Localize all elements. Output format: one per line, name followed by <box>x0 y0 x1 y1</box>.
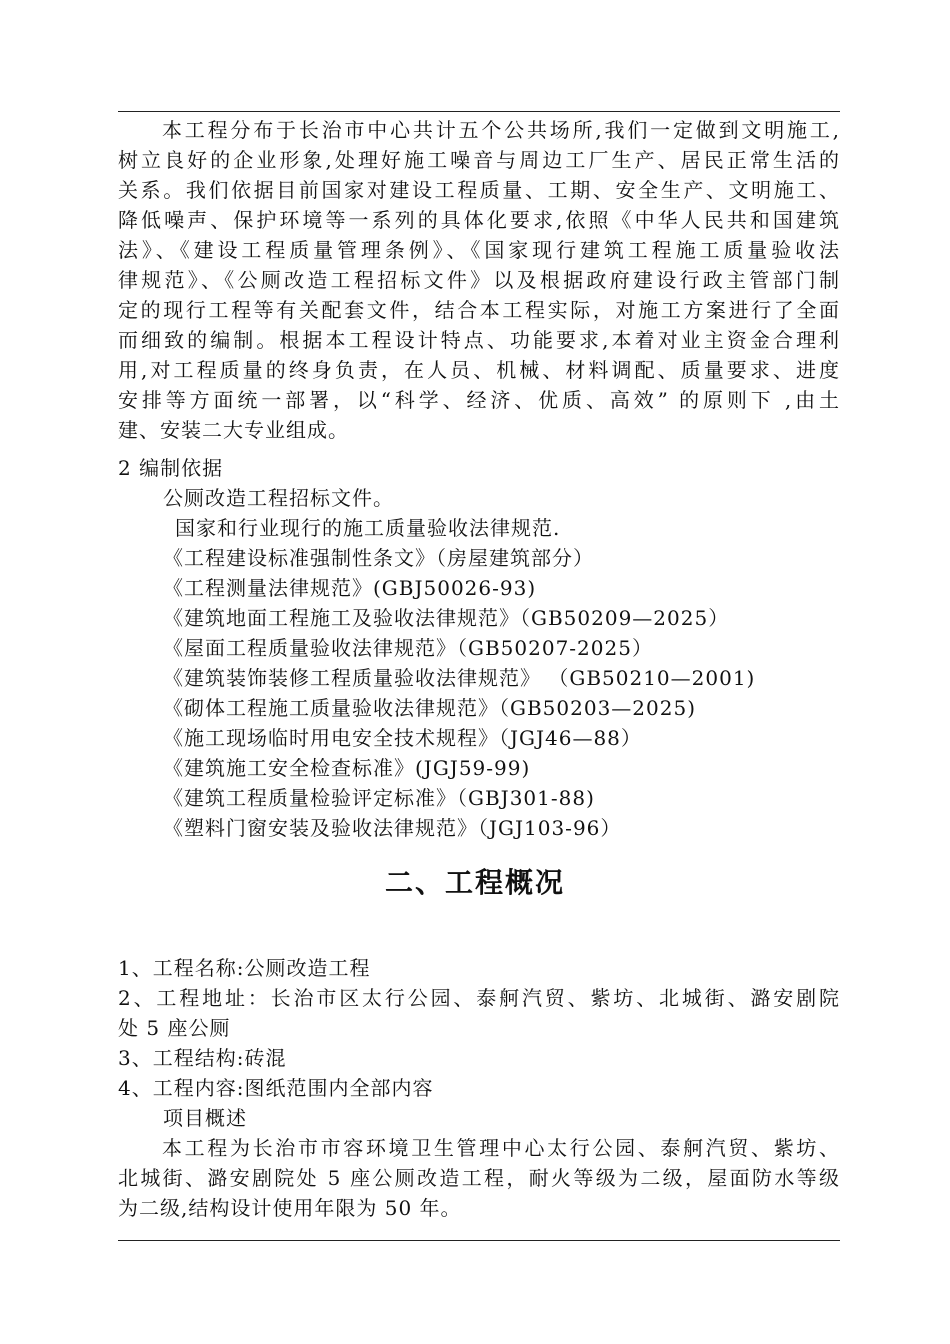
basis-item: 《塑料门窗安装及验收法律规范》（JGJ103-96） <box>163 816 622 840</box>
footer-rule <box>118 1240 840 1241</box>
intro-line: 安排等方面统一部署，以“科学、经济、优质、高效” 的原则下 ,由土 <box>118 388 840 412</box>
intro-line: 法》、《建设工程质量管理条例》、《国家现行建筑工程施工质量验收法 <box>118 238 840 262</box>
overview-field: 2、工程地址：长治市区太行公园、泰舸汽贸、紫坊、北城街、潞安剧院 <box>118 986 840 1010</box>
intro-line: 律规范》、《公厕改造工程招标文件》以及根据政府建设行政主管部门制 <box>118 268 840 292</box>
header-rule <box>118 111 840 112</box>
basis-item: 《建筑工程质量检验评定标准》（GBJ301-88) <box>163 786 595 810</box>
overview-field: 4、工程内容:图纸范围内全部内容 <box>118 1076 434 1100</box>
section-heading: 二、工程概况 <box>384 866 565 899</box>
basis-item: 国家和行业现行的施工质量验收法律规范. <box>175 516 561 540</box>
basis-item: 《屋面工程质量验收法律规范》（GB50207-2025） <box>163 636 653 660</box>
overview-field: 处 5 座公厕 <box>118 1016 231 1040</box>
summary-line: 为二级,结构设计使用年限为 50 年。 <box>118 1196 462 1220</box>
basis-item: 《工程测量法律规范》(GBJ50026-93) <box>163 576 537 600</box>
basis-item: 《施工现场临时用电安全技术规程》（JGJ46—88） <box>163 726 642 750</box>
intro-line: 树立良好的企业形象,处理好施工噪音与周边工厂生产、居民正常生活的 <box>118 148 840 172</box>
intro-line: 本工程分布于长治市中心共计五个公共场所,我们一定做到文明施工, <box>162 118 840 142</box>
summary-line: 北城街、潞安剧院处 5 座公厕改造工程，耐火等级为二级，屋面防水等级 <box>118 1166 840 1190</box>
intro-line: 建、安装二大专业组成。 <box>118 418 349 442</box>
summary-line: 本工程为长治市市容环境卫生管理中心太行公园、泰舸汽贸、紫坊、 <box>162 1136 840 1160</box>
summary-title: 项目概述 <box>163 1106 247 1130</box>
basis-item: 《工程建设标准强制性条文》（房屋建筑部分） <box>163 546 594 570</box>
basis-item: 公厕改造工程招标文件。 <box>163 486 394 510</box>
intro-line: 而细致的编制。根据本工程设计特点、功能要求,本着对业主资金合理利 <box>118 328 840 352</box>
overview-field: 1、工程名称:公厕改造工程 <box>118 956 371 980</box>
basis-item: 《建筑施工安全检查标准》(JGJ59-99) <box>163 756 531 780</box>
basis-item: 《建筑装饰装修工程质量验收法律规范》 （GB50210—2001) <box>163 666 756 690</box>
intro-line: 定的现行工程等有关配套文件，结合本工程实际，对施工方案进行了全面 <box>118 298 840 322</box>
intro-line: 降低噪声、保护环境等一系列的具体化要求,依照《中华人民共和国建筑 <box>118 208 840 232</box>
basis-item: 《砌体工程施工质量验收法律规范》（GB50203—2025) <box>163 696 696 720</box>
intro-line: 关系。我们依据目前国家对建设工程质量、工期、安全生产、文明施工、 <box>118 178 840 202</box>
basis-item: 《建筑地面工程施工及验收法律规范》（GB50209—2025） <box>163 606 730 630</box>
basis-title: 2 编制依据 <box>118 456 224 480</box>
overview-field: 3、工程结构:砖混 <box>118 1046 287 1070</box>
intro-line: 用,对工程质量的终身负责，在人员、机械、材料调配、质量要求、进度 <box>118 358 840 382</box>
